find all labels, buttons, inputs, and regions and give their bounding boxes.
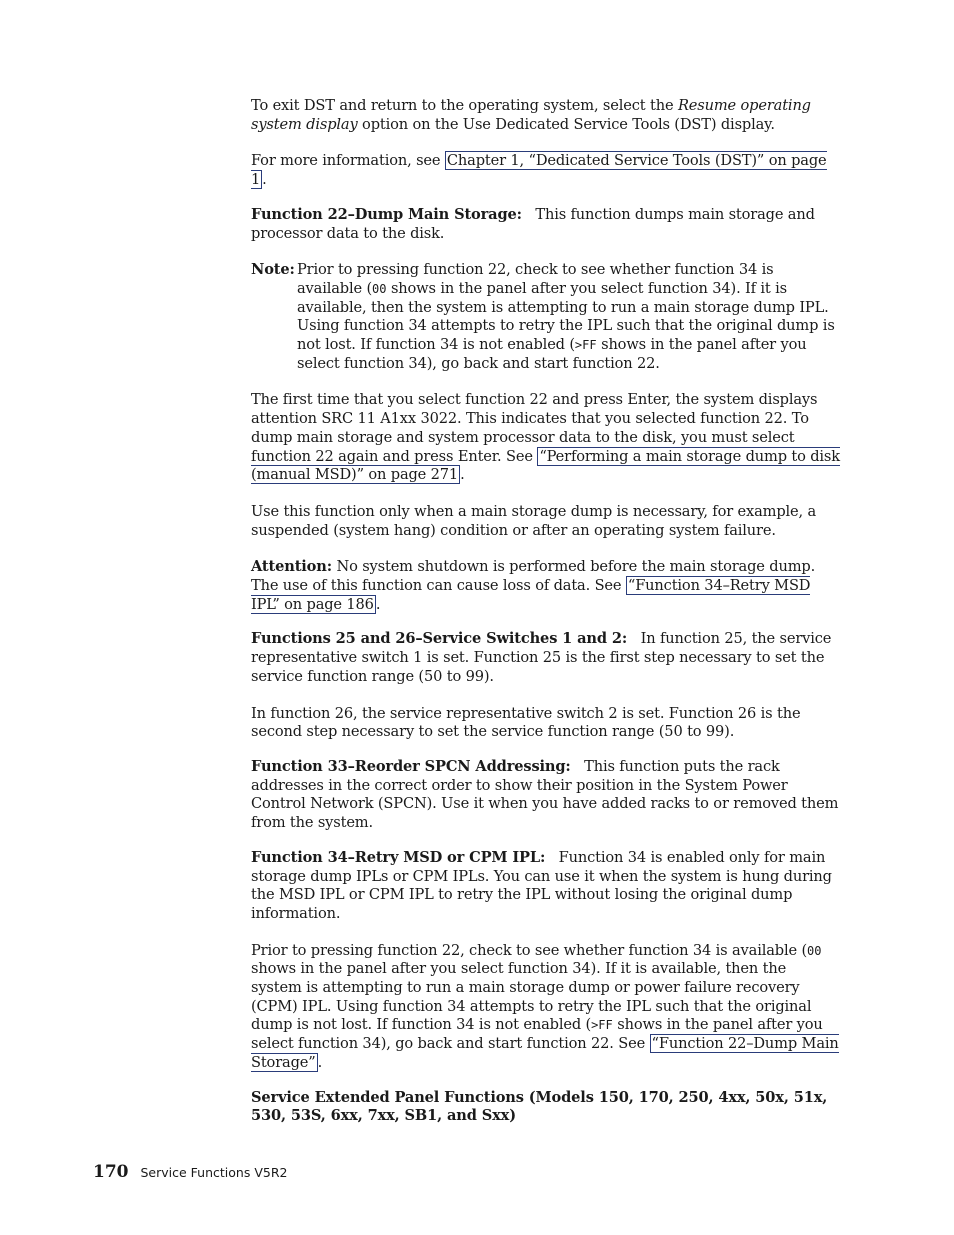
code-00: 00 bbox=[372, 281, 387, 296]
page-number: 170 bbox=[93, 1162, 129, 1182]
function-25-heading: Functions 25 and 26–Service Switches 1 and 2: bbox=[251, 630, 628, 648]
function-34-heading: Function 34–Retry MSD or CPM IPL: bbox=[251, 848, 546, 866]
first-time-paragraph: The first time that you select function 22 and press Enter, the system displays attention SRC 11 A1xx 3022. This indicates that you selected function 22. To dump main storage and system processor data to the disk, you must select function 22 again and press Enter. See “Performing a main storage dump to disk (manual MSD)” on page 271 . bbox=[251, 391, 840, 484]
function-22-heading: Function 22–Dump Main Storage: bbox=[251, 205, 522, 223]
function-22-link[interactable]: “Function 22–Dump Main Storage” bbox=[251, 1035, 839, 1071]
exit-dst-paragraph: To exit DST and return to the operating system, select the Resume operating system display option on the Use Dedicated Service Tools (DST) display. bbox=[251, 97, 811, 133]
prior-to-pressing-paragraph: Prior to pressing function 22, check to see whether function 34 is available (00 shows in the panel after you select function 34). If it is available, then the system is attempting to run a main storage dump or power failure recovery (CPM) IPL. Using function 34 attempts to retry the IPL such that the original dump is not lost. If function 34 is not enabled (>FF shows in the panel after you select function 34), go back and start function 22. See “Function 22–Dump Main Storage” . bbox=[251, 941, 839, 1071]
manual-msd-link[interactable]: “Performing a main storage dump to disk (manual MSD)” on page 271 bbox=[251, 447, 840, 484]
function-22-section: Function 22–Dump Main Storage: This function dumps main storage and processor data to the disk. bbox=[251, 205, 815, 242]
more-info-paragraph: For more information, see Chapter 1, “Dedicated Service Tools (DST)” on page 1 . bbox=[251, 152, 827, 189]
function-33-section: Function 33–Reorder SPCN Addressing: This function puts the rack addresses in the correct order to show their position in the System Power Control Network (SPCN). Use it when you have added racks to or removed them from the system. bbox=[251, 757, 839, 832]
attention-paragraph: Attention: No system shutdown is performed before the main storage dump. The use of this function can cause loss of data. See “Function 34–Retry MSD IPL” on page 186 . bbox=[251, 558, 816, 613]
code-00: 00 bbox=[807, 943, 822, 958]
function-34-section: Function 34–Retry MSD or CPM IPL: Function 34 is enabled only for main storage dump IPLs or CPM IPLs. You can use it when the system is hung during the MSD IPL or CPM IPL to retry the IPL without losing the original dump information. bbox=[251, 848, 832, 922]
code-ff: >FF bbox=[574, 338, 597, 353]
function-34-link[interactable]: “Function 34–Retry MSD IPL” on page 186 bbox=[251, 577, 811, 613]
service-extended-panel-heading: Service Extended Panel Functions (Models 150, 170, 250, 4xx, 50x, 51x, 530, 53S, 6xx, 7xx, SB1, and Sxx) bbox=[251, 1088, 828, 1125]
chapter-1-link[interactable]: Chapter 1, “Dedicated Service Tools (DST)” on page 1 bbox=[251, 152, 827, 189]
book-title: Service Functions V5R2 bbox=[140, 1165, 288, 1180]
function-26-paragraph: In function 26, the service representative switch 2 is set. Function 26 is the second step necessary to set the service function range (50 to 99). bbox=[251, 704, 801, 741]
note-label: Note: bbox=[251, 261, 295, 279]
page-footer bbox=[93, 1162, 287, 1182]
use-only-paragraph: Use this function only when a main storage dump is necessary, for example, a suspended (system hang) condition or after an operating system failure. bbox=[251, 502, 817, 539]
function-33-heading: Function 33–Reorder SPCN Addressing: bbox=[251, 757, 571, 775]
code-ff: >FF bbox=[591, 1018, 613, 1033]
attention-label: Attention: bbox=[251, 558, 332, 576]
resume-os-display-option: Resume operating system display bbox=[251, 97, 811, 133]
function-25-section: Functions 25 and 26–Service Switches 1 and 2: In function 25, the service representative switch 1 is set. Function 25 is the first step necessary to set the service function range (50 to 99). bbox=[251, 630, 832, 685]
page-content bbox=[251, 97, 841, 1126]
note-block: Note: Prior to pressing function 22, check to see whether function 34 is available (00 shows in the panel after you select function 34). If it is available, then the system is attempting to run a main storage dump IPL. Using function 34 attempts to retry the IPL such that the original dump is not lost. If function 34 is not enabled (>FF shows in the panel after you select function 34), go back and start function 22. bbox=[251, 261, 835, 372]
